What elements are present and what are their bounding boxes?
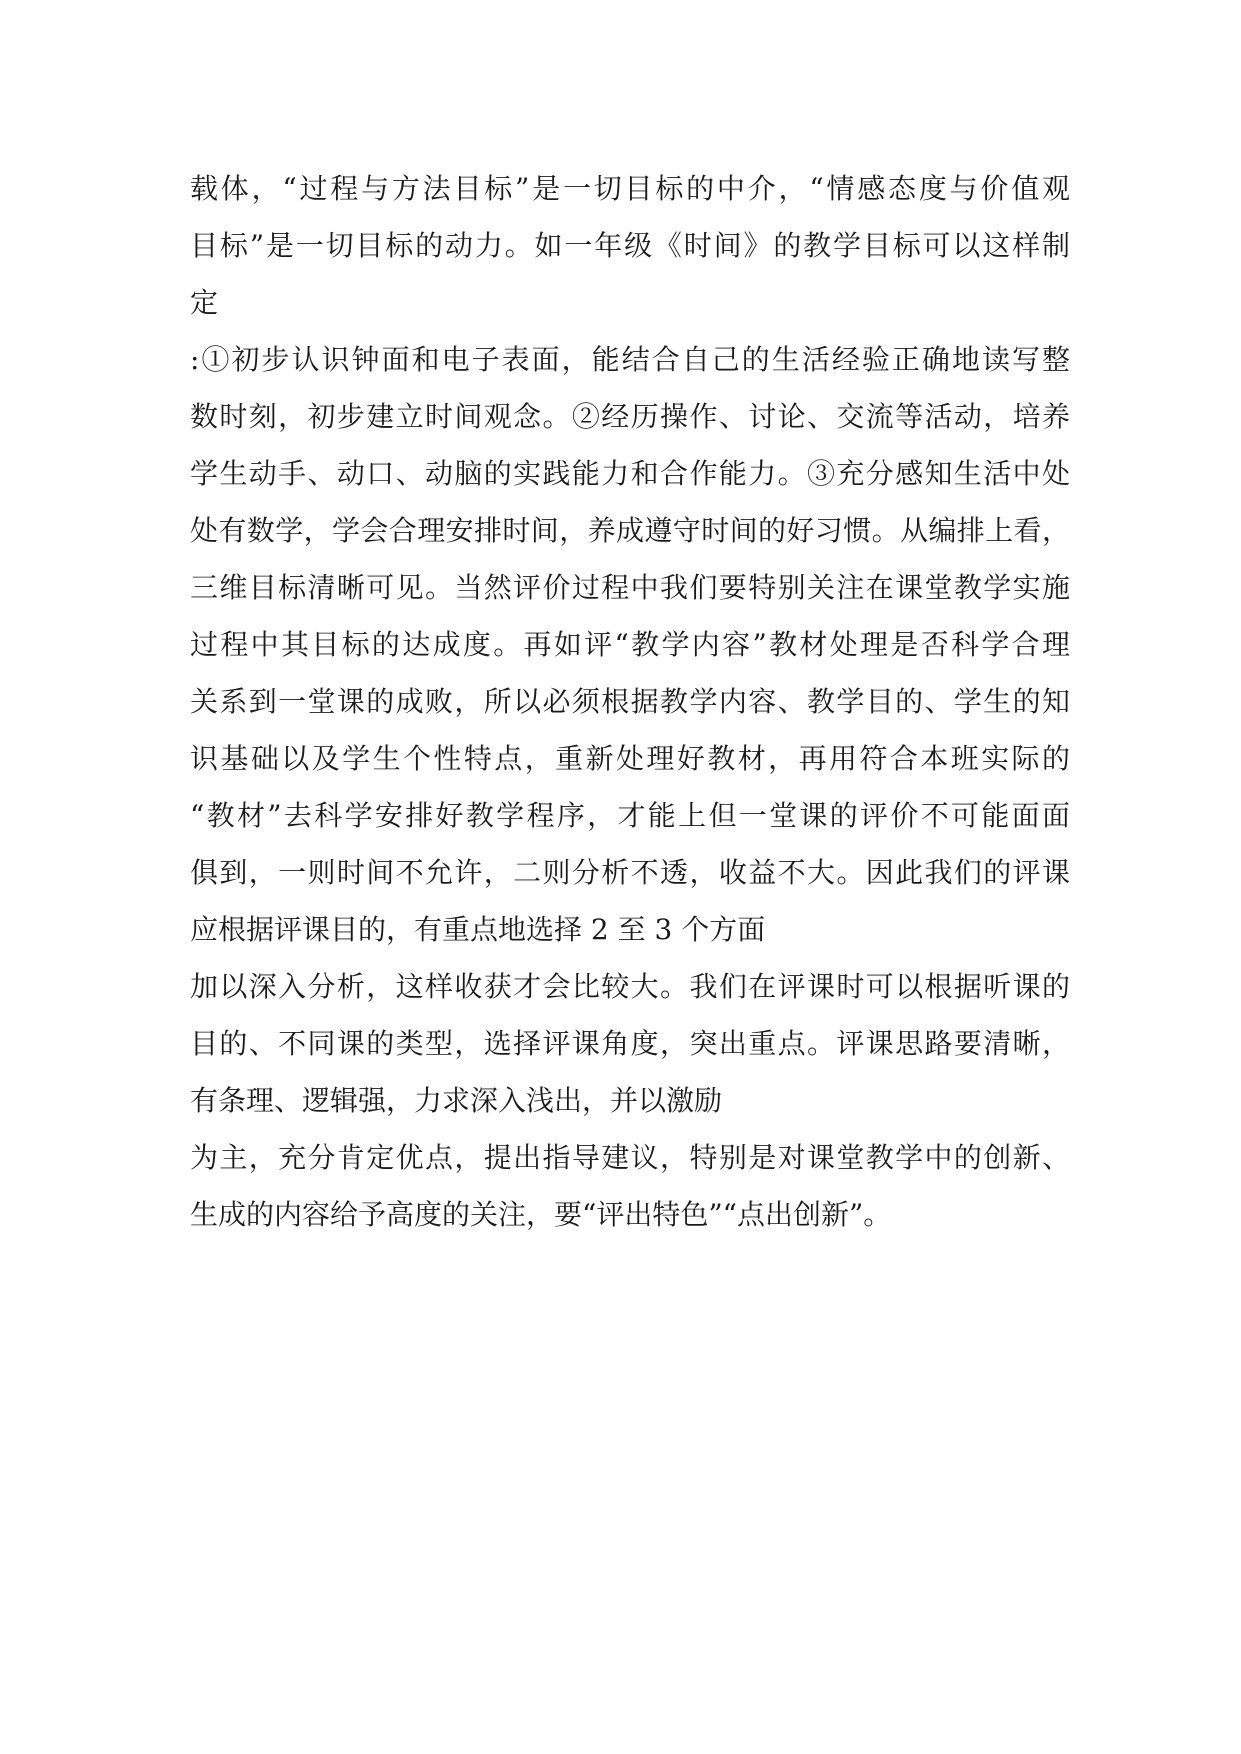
text-line-5: 数时刻，初步建立时间观念。②经历操作、讨论、交流等活动，培养	[190, 400, 1070, 433]
text-line-10: 关系到一堂课的成败，所以必须根据教学内容、教学目的、学生的知	[190, 685, 1070, 718]
text-line-2: 目标”是一切目标的动力。如一年级《时间》的教学目标可以这样制	[190, 229, 1070, 262]
text-line-11: 识基础以及学生个性特点，重新处理好教材，再用符合本班实际的	[190, 742, 1070, 775]
text-line-13: 俱到，一则时间不允许，二则分析不透，收益不大。因此我们的评课	[190, 856, 1070, 889]
body-text	[190, 160, 1070, 1243]
text-line-15: 加以深入分析，这样收获才会比较大。我们在评课时可以根据听课的	[190, 970, 1070, 1003]
text-line-19: 生成的内容给予高度的关注，要“评出特色”“点出创新”。	[190, 1198, 892, 1231]
text-line-6: 学生动手、动口、动脑的实践能力和合作能力。③充分感知生活中处	[190, 457, 1070, 490]
text-line-17: 有条理、逻辑强，力求深入浅出，并以激励	[190, 1084, 723, 1117]
text-line-16: 目的、不同课的类型，选择评课角度，突出重点。评课思路要清晰，	[190, 1027, 1070, 1060]
text-line-9: 过程中其目标的达成度。再如评“教学内容”教材处理是否科学合理	[190, 628, 1070, 661]
text-line-12: “教材”去科学安排好教学程序，才能上但一堂课的评价不可能面面	[190, 799, 1070, 832]
text-line-4: :①初步认识钟面和电子表面，能结合自己的生活经验正确地读写整	[190, 343, 1070, 376]
text-line-7: 处有数学，学会合理安排时间，养成遵守时间的好习惯。从编排上看，	[190, 514, 1070, 547]
text-line-1: 载体，“过程与方法目标”是一切目标的中介，“情感态度与价值观	[190, 172, 1070, 205]
text-line-14: 应根据评课目的，有重点地选择 2 至 3 个方面	[190, 913, 766, 946]
text-line-18: 为主，充分肯定优点，提出指导建议，特别是对课堂教学中的创新、	[190, 1141, 1070, 1174]
text-line-3: 定	[190, 286, 219, 319]
text-line-8: 三维目标清晰可见。当然评价过程中我们要特别关注在课堂教学实施	[190, 571, 1070, 604]
